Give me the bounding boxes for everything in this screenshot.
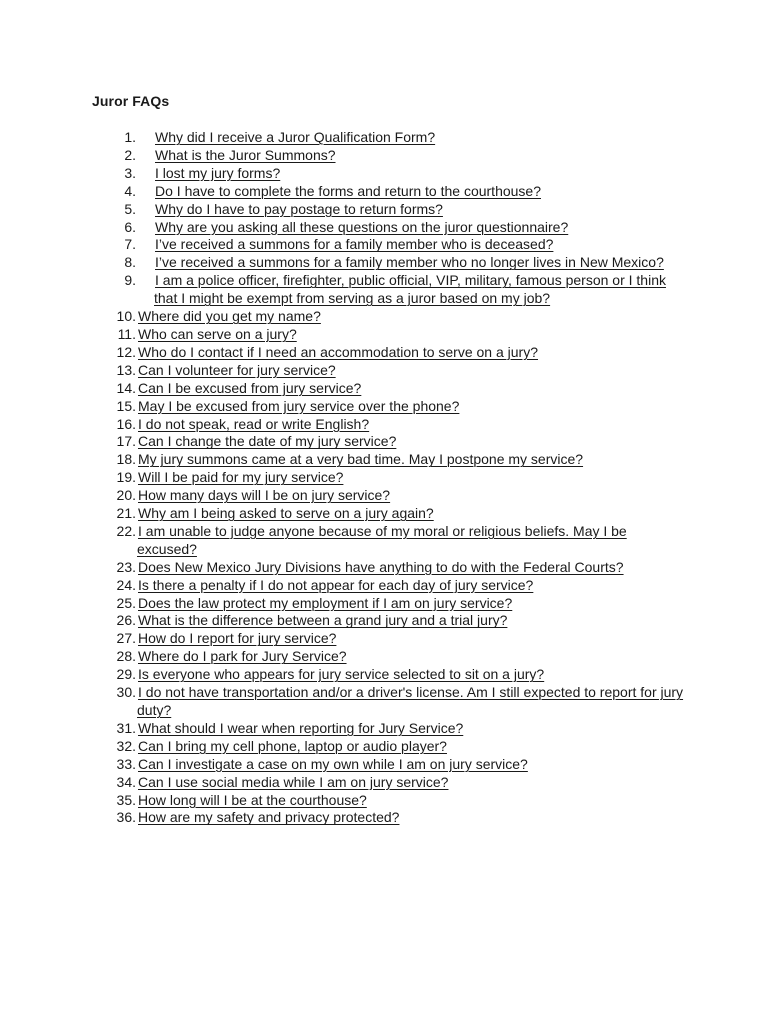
faq-question-link[interactable]: May I be excused from jury service over the phone?	[138, 397, 460, 414]
faq-number: 30.	[116, 684, 136, 701]
faq-question-link[interactable]: How do I report for jury service?	[138, 630, 337, 647]
faq-number-gap	[136, 254, 154, 272]
faq-question-link[interactable]: My jury summons came at a very bad time. May I postpone my service?	[138, 451, 584, 468]
faq-number: 34.	[116, 773, 136, 790]
faq-item	[104, 756, 684, 774]
faq-number: 7.	[124, 236, 136, 253]
faq-number-gap	[136, 236, 154, 254]
faq-question-wrap	[137, 416, 684, 434]
faq-item	[104, 433, 684, 451]
faq-question-wrap	[137, 469, 684, 487]
faq-question-wrap	[137, 720, 684, 738]
faq-question-wrap	[137, 344, 684, 362]
faq-question-wrap	[137, 738, 684, 756]
faq-question-wrap	[137, 648, 684, 666]
faq-number: 24.	[116, 576, 136, 593]
faq-number: 35.	[116, 791, 136, 808]
faq-question-link[interactable]: Why do I have to pay postage to return forms?	[155, 200, 443, 217]
faq-question-wrap	[154, 236, 684, 254]
faq-item	[104, 612, 684, 630]
faq-question-link[interactable]: Can I investigate a case on my own while I am on jury service?	[138, 755, 528, 772]
faq-item	[104, 809, 684, 827]
faq-question-link[interactable]: I do not have transportation and/or a driver's license. Am I still expected to report for jury duty?	[137, 684, 684, 718]
faq-question-link[interactable]: Is everyone who appears for jury service selected to sit on a jury?	[138, 666, 545, 683]
faq-number: 11.	[117, 325, 136, 342]
faq-question-link[interactable]: Can I use social media while I am on jury service?	[138, 773, 449, 790]
faq-question-link[interactable]: How are my safety and privacy protected?	[138, 809, 400, 826]
faq-question-link[interactable]: I lost my jury forms?	[155, 164, 281, 181]
faq-number: 1.	[124, 129, 136, 145]
faq-number-gap	[136, 165, 154, 183]
faq-item	[104, 505, 684, 523]
faq-question-link[interactable]: Who can serve on a jury?	[138, 325, 297, 342]
faq-question-link[interactable]: I do not speak, read or write English?	[138, 415, 370, 432]
faq-item	[104, 523, 684, 559]
faq-number: 6.	[124, 218, 136, 235]
faq-question-link[interactable]: Why am I being asked to serve on a jury again?	[138, 505, 434, 522]
faq-item	[104, 487, 684, 505]
faq-number: 21.	[116, 505, 136, 522]
faq-item	[104, 308, 684, 326]
faq-number: 12.	[116, 343, 136, 360]
faq-number-gap	[136, 129, 154, 147]
faq-question-wrap	[154, 183, 684, 201]
faq-item	[104, 595, 684, 613]
faq-item	[104, 630, 684, 648]
faq-number: 10.	[116, 308, 136, 325]
page-title: Juror FAQs	[92, 93, 170, 109]
faq-number: 16.	[116, 415, 136, 432]
faq-question-link[interactable]: I’ve received a summons for a family member who no longer lives in New Mexico?	[155, 254, 664, 271]
faq-question-link[interactable]: I am unable to judge anyone because of my moral or religious beliefs. May I be excused?	[137, 522, 627, 557]
faq-question-link[interactable]: Will I be paid for my jury service?	[138, 469, 344, 486]
faq-question-link[interactable]: What is the difference between a grand jury and a trial jury?	[138, 612, 508, 629]
faq-question-wrap	[137, 326, 684, 344]
faq-number: 14.	[116, 379, 136, 396]
faq-item	[104, 451, 684, 469]
faq-question-wrap	[137, 809, 684, 827]
faq-question-link[interactable]: Why did I receive a Juror Qualification Form?	[155, 129, 436, 145]
faq-question-wrap	[137, 595, 684, 613]
faq-number: 22.	[116, 522, 136, 539]
faq-number: 25.	[116, 594, 136, 611]
faq-number: 3.	[124, 164, 136, 181]
faq-number: 20.	[116, 487, 136, 504]
faq-question-wrap	[137, 523, 684, 559]
faq-item	[104, 236, 684, 254]
faq-question-wrap	[154, 165, 684, 183]
faq-number: 32.	[116, 737, 136, 754]
faq-number: 33.	[116, 755, 136, 772]
faq-question-wrap	[137, 487, 684, 505]
faq-item	[104, 254, 684, 272]
faq-item	[104, 666, 684, 684]
faq-number: 17.	[116, 433, 136, 450]
faq-number: 23.	[116, 558, 136, 575]
faq-number-gap	[136, 183, 154, 201]
faq-question-wrap	[137, 630, 684, 648]
faq-number: 31.	[116, 719, 136, 736]
faq-number: 26.	[116, 612, 136, 629]
faq-number: 8.	[124, 254, 136, 271]
faq-question-link[interactable]: Where did you get my name?	[138, 308, 321, 325]
faq-item	[104, 398, 684, 416]
faq-question-wrap	[137, 612, 684, 630]
faq-question-wrap	[137, 666, 684, 684]
faq-question-wrap	[137, 559, 684, 577]
faq-number: 19.	[116, 469, 136, 486]
faq-item	[104, 559, 684, 577]
faq-item	[104, 183, 684, 201]
faq-question-link[interactable]: Where do I park for Jury Service?	[138, 648, 347, 665]
faq-question-link[interactable]: Does the law protect my employment if I am on jury service?	[138, 594, 513, 611]
faq-item	[104, 577, 684, 595]
faq-item	[104, 201, 684, 219]
faq-number: 36.	[116, 809, 136, 826]
faq-item	[104, 362, 684, 380]
faq-item	[104, 684, 684, 720]
faq-item	[104, 720, 684, 738]
faq-question-link[interactable]: How long will I be at the courthouse?	[138, 791, 367, 808]
faq-number: 18.	[116, 451, 136, 468]
faq-item	[104, 165, 684, 183]
faq-question-wrap	[137, 577, 684, 595]
faq-item	[104, 774, 684, 792]
faq-question-link[interactable]: What is the Juror Summons?	[155, 146, 336, 163]
faq-question-wrap	[154, 147, 684, 165]
faq-question-link[interactable]: Can I bring my cell phone, laptop or audio player?	[138, 737, 447, 754]
faq-question-wrap	[137, 398, 684, 416]
faq-question-wrap	[154, 201, 684, 219]
faq-question-link[interactable]: Is there a penalty if I do not appear for each day of jury service?	[138, 576, 534, 593]
faq-list	[104, 129, 684, 827]
faq-number: 29.	[116, 666, 136, 683]
faq-item	[104, 469, 684, 487]
faq-item	[104, 792, 684, 810]
faq-question-wrap	[154, 129, 684, 147]
faq-item	[104, 344, 684, 362]
faq-question-wrap	[154, 219, 684, 237]
faq-number-gap	[136, 219, 154, 237]
faq-question-wrap	[137, 451, 684, 469]
faq-number: 27.	[116, 630, 136, 647]
faq-question-wrap	[154, 272, 684, 308]
faq-question-wrap	[137, 308, 684, 326]
faq-number-gap	[136, 272, 154, 308]
faq-number-gap	[136, 147, 154, 165]
faq-question-link[interactable]: Why are you asking all these questions on the juror questionnaire?	[155, 218, 569, 235]
faq-item	[104, 272, 684, 308]
faq-item	[104, 648, 684, 666]
faq-question-link[interactable]: Does New Mexico Jury Divisions have anything to do with the Federal Courts?	[138, 558, 624, 575]
faq-number: 13.	[116, 361, 136, 378]
faq-number: 15.	[116, 397, 136, 414]
faq-question-link[interactable]: Do I have to complete the forms and return to the courthouse?	[155, 182, 541, 199]
faq-question-wrap	[137, 792, 684, 810]
faq-item	[104, 416, 684, 434]
faq-question-wrap	[137, 774, 684, 792]
faq-question-wrap	[137, 433, 684, 451]
faq-question-link[interactable]: Can I volunteer for jury service?	[138, 361, 336, 378]
faq-item	[104, 326, 684, 344]
faq-question-wrap	[137, 362, 684, 380]
faq-number: 2.	[124, 146, 136, 163]
faq-question-link[interactable]: Who do I contact if I need an accommodation to serve on a jury?	[138, 343, 538, 360]
faq-number: 9.	[124, 272, 136, 289]
faq-question-link[interactable]: Can I change the date of my jury service?	[138, 433, 397, 450]
faq-question-wrap	[154, 254, 684, 272]
faq-question-wrap	[137, 756, 684, 774]
faq-item	[104, 380, 684, 398]
faq-number: 4.	[124, 182, 136, 199]
faq-item	[104, 147, 684, 165]
faq-question-link[interactable]: I’ve received a summons for a family member who is deceased?	[155, 236, 554, 253]
faq-question-wrap	[137, 684, 684, 720]
faq-question-link[interactable]: Can I be excused from jury service?	[138, 379, 362, 396]
faq-item	[104, 219, 684, 237]
faq-number: 28.	[116, 648, 136, 665]
faq-question-wrap	[137, 380, 684, 398]
faq-number: 5.	[124, 200, 136, 217]
faq-question-link[interactable]: How many days will I be on jury service?	[138, 487, 391, 504]
faq-question-link[interactable]: I am a police officer, firefighter, public official, VIP, military, famous person or I think that I might be exempt from serving as a juror based on my job?	[154, 272, 666, 307]
faq-item	[104, 129, 684, 147]
faq-question-link[interactable]: What should I wear when reporting for Jury Service?	[138, 719, 464, 736]
faq-item	[104, 738, 684, 756]
faq-question-wrap	[137, 505, 684, 523]
faq-number-gap	[136, 201, 154, 219]
